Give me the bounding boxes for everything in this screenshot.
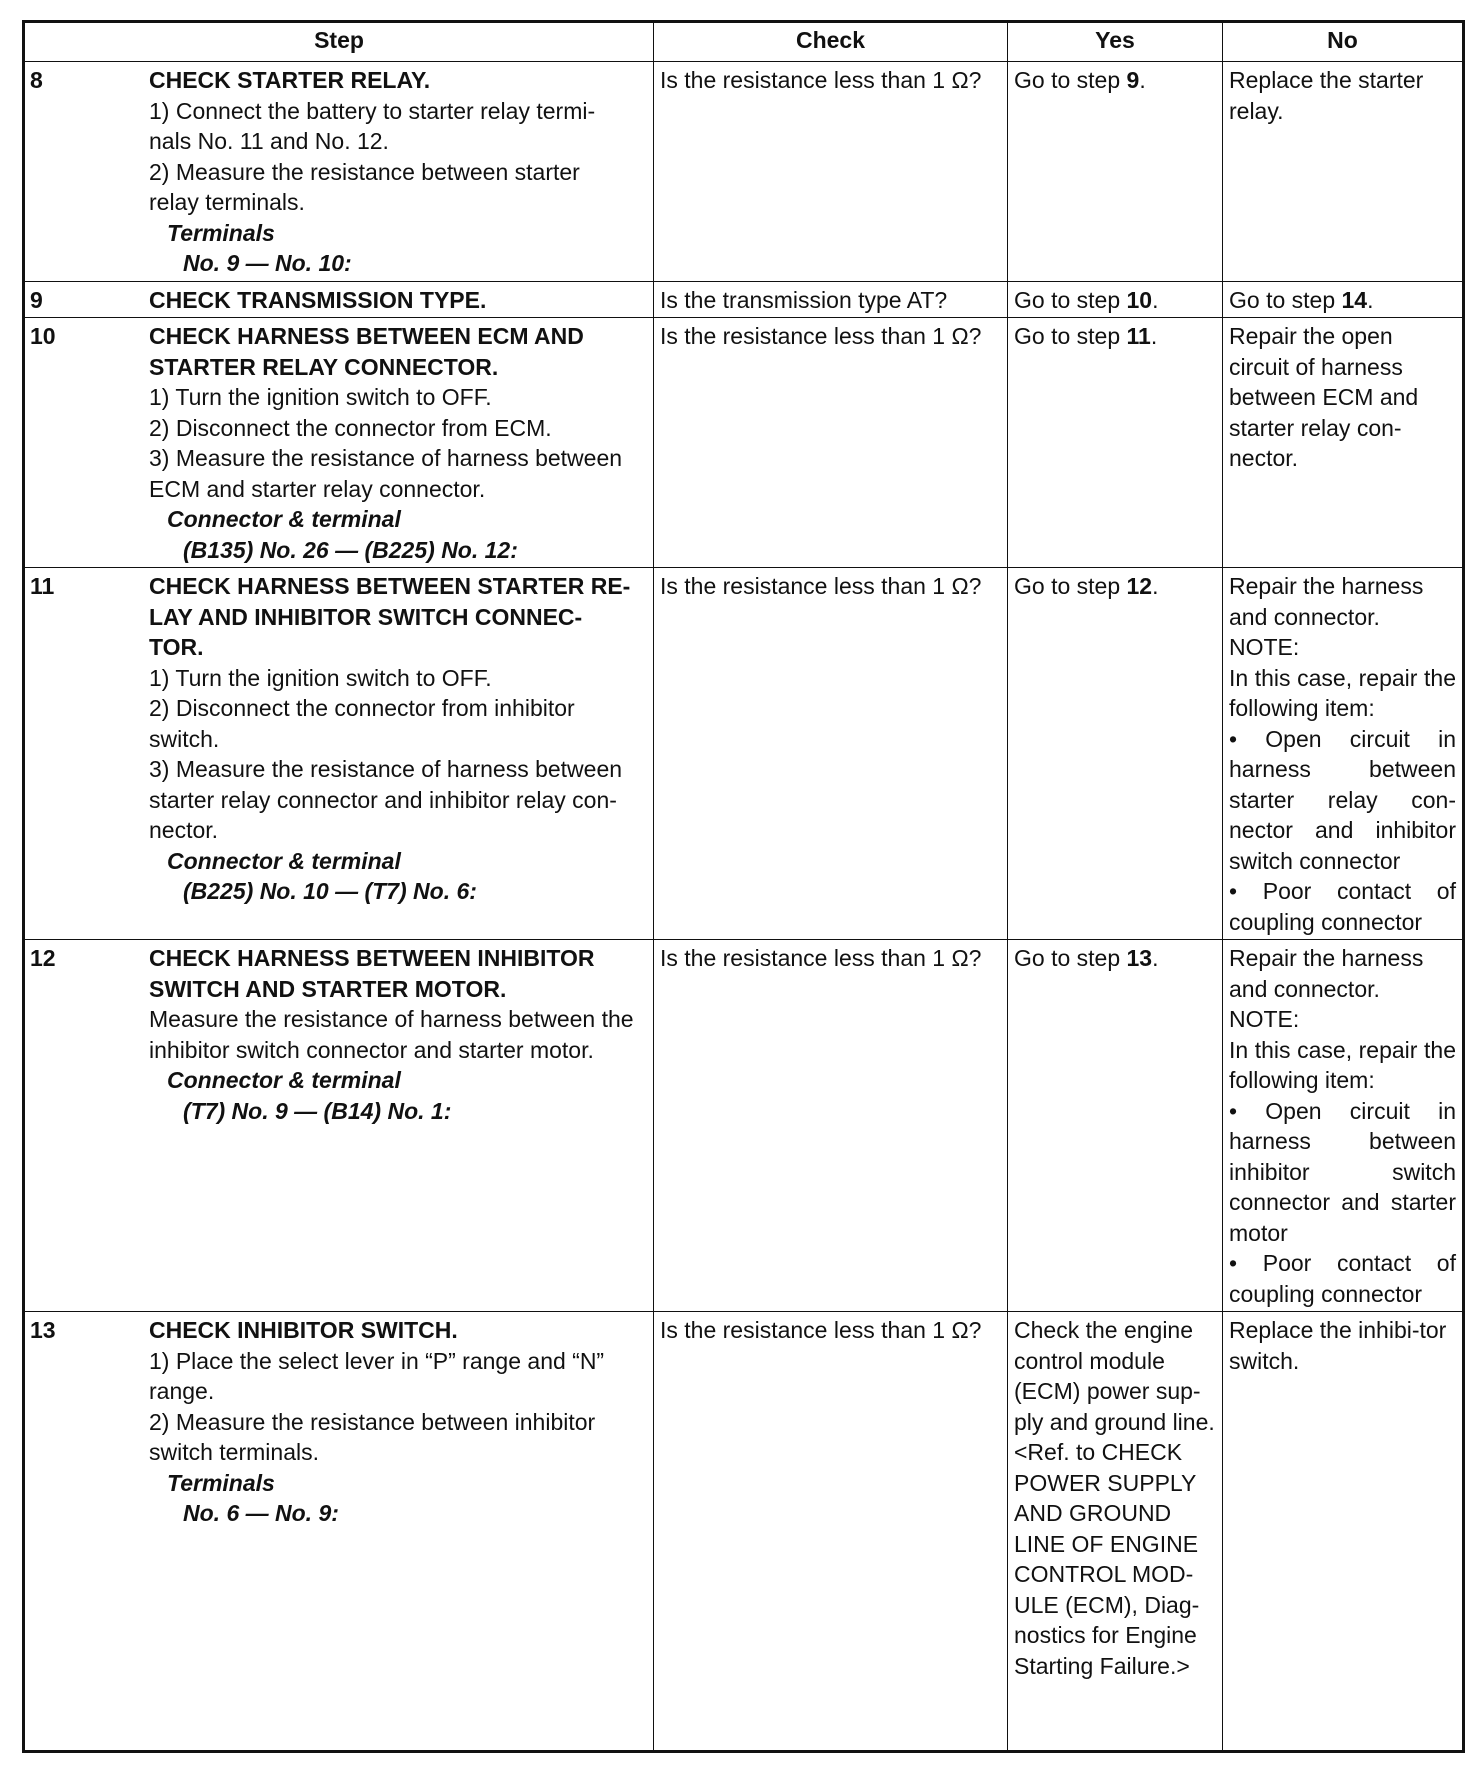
step-title: CHECK STARTER RELAY.: [149, 67, 431, 93]
instruction: 1) Turn the ignition switch to OFF.: [149, 384, 492, 410]
step-title: CHECK HARNESS BETWEEN STARTER RE-: [149, 573, 631, 599]
spec-value: (B135) No. 26 — (B225) No. 12:: [183, 536, 518, 563]
step-title: CHECK TRANSMISSION TYPE.: [149, 286, 487, 313]
check-cell: Is the resistance less than 1 Ω?: [654, 940, 1008, 1312]
step-number: 9: [30, 286, 43, 313]
step-number: 8: [30, 67, 43, 93]
yes-cell: [1008, 568, 1223, 940]
no-instruction: Repair the harness and connector.: [1229, 573, 1424, 630]
yes-period: .: [1152, 286, 1159, 313]
spec-label: Connector & terminal: [167, 506, 401, 532]
instruction: ECM and starter relay connector.: [149, 475, 486, 502]
check-cell: Is the resistance less than 1 Ω?: [654, 1312, 1008, 1752]
instruction: 1) Connect the battery to starter relay termi-: [149, 97, 596, 124]
table-row: [24, 318, 1464, 568]
instruction: 2) Disconnect the connector from ECM.: [149, 414, 552, 441]
spec-value: No. 9 — No. 10:: [183, 250, 352, 276]
yes-cell: [1008, 62, 1223, 282]
no-period: .: [1367, 286, 1374, 313]
yes-cell: [1008, 281, 1223, 318]
step-title: SWITCH AND STARTER MOTOR.: [149, 975, 507, 1002]
note-label: NOTE:: [1229, 634, 1300, 660]
note-text: In this case, repair the following item:: [1229, 1036, 1456, 1093]
step-cell: [24, 318, 654, 568]
spec-value: (T7) No. 9 — (B14) No. 1:: [183, 1097, 452, 1124]
step-number: 11: [30, 573, 55, 599]
check-cell: Is the resistance less than 1 Ω?: [654, 318, 1008, 568]
no-cell: [1223, 568, 1464, 940]
yes-cell: [1008, 318, 1223, 568]
spec-label: Connector & terminal: [167, 1067, 401, 1093]
step-number: 13: [30, 1317, 56, 1343]
instruction: 2) Measure the resistance between starter: [149, 158, 580, 185]
yes-cell: Check the engine control module (ECM) power sup-ply and ground line. <Ref. to CHECK POWER SUPPLY AND GROUND LINE OF ENGINE CONTROL MOD-ULE (ECM), Diag-nostics for Engine Starting Failure.>: [1008, 1312, 1223, 1752]
no-cell: [1223, 940, 1464, 1312]
step-cell: [24, 1312, 654, 1752]
step-number: 12: [30, 945, 56, 971]
table-row: [24, 940, 1464, 1312]
table-row: [24, 1312, 1464, 1752]
note-bullet: • Open circuit in harness between inhibitor switch connector and starter motor: [1229, 1097, 1456, 1246]
check-cell: Is the resistance less than 1 Ω?: [654, 62, 1008, 282]
check-cell: Is the transmission type AT?: [654, 281, 1008, 318]
header-row: [24, 22, 1464, 62]
no-instruction: Repair the harness and connector.: [1229, 945, 1424, 1002]
step-cell: [24, 281, 654, 318]
spec-value: (B225) No. 10 — (T7) No. 6:: [183, 878, 477, 904]
instruction: inhibitor switch connector and starter motor.: [149, 1036, 594, 1063]
instruction: range.: [149, 1378, 215, 1404]
no-cell: Replace the inhibi-tor switch.: [1223, 1312, 1464, 1752]
yes-period: .: [1152, 573, 1159, 599]
step-title: CHECK INHIBITOR SWITCH.: [149, 1317, 458, 1343]
instruction: switch terminals.: [149, 1439, 319, 1465]
yes-period: .: [1139, 67, 1146, 93]
note-label: NOTE:: [1229, 1006, 1300, 1032]
step-title: CHECK HARNESS BETWEEN INHIBITOR: [149, 945, 595, 971]
yes-period: .: [1152, 945, 1159, 971]
diagnostic-table: [22, 20, 1465, 1753]
step-title: TOR.: [149, 634, 204, 660]
step-title: CHECK HARNESS BETWEEN ECM AND: [149, 323, 584, 349]
yes-period: .: [1150, 323, 1158, 349]
header-check: Check: [654, 22, 1008, 62]
instruction: Measure the resistance of harness between the: [149, 1006, 634, 1032]
step-cell: [24, 62, 654, 282]
spec-label: Terminals: [167, 1469, 275, 1496]
no-text: Go to step: [1229, 286, 1342, 313]
table-row: [24, 281, 1464, 318]
yes-step-number: 9: [1126, 67, 1140, 93]
step-title: LAY AND INHIBITOR SWITCH CONNEC-: [149, 603, 583, 630]
spec-label: Connector & terminal: [167, 847, 401, 874]
yes-text: Go to step: [1014, 945, 1127, 971]
instruction: 1) Place the select lever in “P” range and “N”: [149, 1347, 605, 1374]
step-title: STARTER RELAY CONNECTOR.: [149, 353, 499, 380]
instruction: 3) Measure the resistance of harness between: [149, 445, 623, 471]
note-bullet: • Poor contact of coupling connector: [1229, 878, 1456, 935]
yes-step-number: 11: [1126, 323, 1151, 349]
no-step-number: 14: [1341, 286, 1368, 313]
instruction: 2) Disconnect the connector from inhibitor: [149, 695, 575, 721]
no-cell: [1223, 281, 1464, 318]
table-row: [24, 568, 1464, 940]
spec-label: Terminals: [167, 219, 275, 246]
header-step: Step: [24, 22, 654, 62]
diagnostic-table-sheet: [22, 20, 1462, 1753]
yes-text: Go to step: [1014, 286, 1127, 313]
instruction: starter relay connector and inhibitor relay con-: [149, 786, 617, 813]
note-bullet: • Poor contact of coupling connector: [1229, 1250, 1456, 1307]
yes-step-number: 13: [1126, 945, 1153, 971]
header-yes: Yes: [1008, 22, 1223, 62]
step-cell: [24, 940, 654, 1312]
instruction: switch.: [149, 725, 220, 752]
yes-step-number: 12: [1126, 573, 1153, 599]
instruction: nector.: [149, 817, 219, 843]
instruction: nals No. 11 and No. 12.: [149, 128, 389, 154]
check-cell: Is the resistance less than 1 Ω?: [654, 568, 1008, 940]
header-no: No: [1223, 22, 1464, 62]
instruction: 3) Measure the resistance of harness between: [149, 756, 623, 782]
no-cell: Replace the starter relay.: [1223, 62, 1464, 282]
yes-cell: [1008, 940, 1223, 1312]
yes-step-number: 10: [1126, 286, 1153, 313]
instruction: 2) Measure the resistance between inhibitor: [149, 1408, 596, 1435]
note-bullet: • Open circuit in harness between starter relay con-nector and inhibitor switch connector: [1229, 725, 1456, 874]
yes-text: Go to step: [1014, 573, 1127, 599]
instruction: relay terminals.: [149, 189, 305, 215]
no-cell: Repair the open circuit of harness between ECM and starter relay con-nector.: [1223, 318, 1464, 568]
step-number: 10: [30, 323, 56, 349]
note-text: In this case, repair the following item:: [1229, 664, 1456, 721]
step-cell: [24, 568, 654, 940]
yes-text: Go to step: [1014, 67, 1127, 93]
table-row: [24, 62, 1464, 282]
spec-value: No. 6 — No. 9:: [183, 1500, 339, 1526]
instruction: 1) Turn the ignition switch to OFF.: [149, 664, 492, 691]
yes-text: Go to step: [1014, 323, 1127, 349]
